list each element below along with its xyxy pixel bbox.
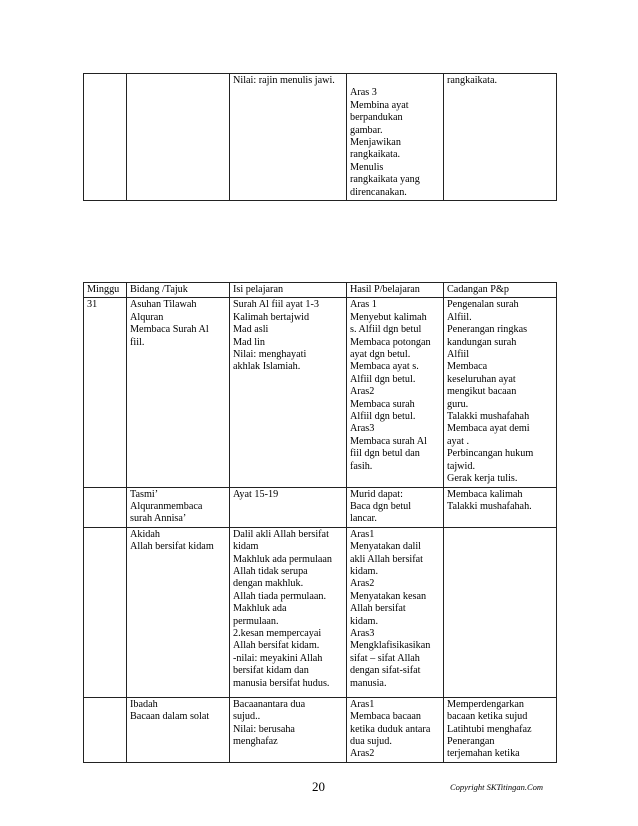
hasil-cell	[347, 697, 444, 762]
cell-line: ayat dgn betul.	[350, 349, 411, 361]
bidang-cell	[127, 298, 230, 487]
cell-line: Membaca ayat s.	[350, 361, 419, 373]
cell-line: Bacaan dalam solat	[130, 711, 210, 723]
cell-line: Nilai: berusaha	[233, 723, 295, 735]
bidang-cell	[127, 527, 230, 697]
minggu-cell	[84, 74, 127, 201]
page-number: 20	[312, 779, 325, 794]
cell-line: Pengenalan surah	[447, 299, 519, 311]
cell-line: Menyebut kalimah	[350, 311, 427, 323]
cell-line: Tasmi’	[130, 488, 159, 500]
cell-line: Membaca	[447, 361, 488, 373]
bidang-cell	[127, 697, 230, 762]
cell-line: Membaca Surah Al	[130, 324, 209, 336]
cell-line: surah Annisa’	[130, 513, 187, 525]
cell-line: sujud..	[233, 711, 261, 723]
cell-line: kidam.	[350, 615, 379, 627]
cell-line: ketika duduk antara	[350, 723, 431, 735]
cell-line: Ayat 15-19	[233, 488, 279, 500]
cell-line: Asuhan Tilawah	[130, 299, 197, 311]
cell-line: Alquran	[130, 311, 164, 323]
cell-line: Latihtubi menghafaz	[447, 723, 532, 735]
cell-line: Aras1	[350, 528, 375, 540]
cell-line: menghafaz	[233, 735, 278, 747]
cell-line: Aras 1	[350, 299, 377, 311]
cell-line: akhlak Islamiah.	[233, 361, 301, 373]
table-header-row	[84, 283, 557, 298]
cell-line: manusia.	[350, 677, 387, 689]
minggu-cell	[84, 697, 127, 762]
cell-line: rangkaikata.	[350, 149, 401, 161]
table-row	[84, 487, 557, 527]
cell-line: Menyatakan kesan	[350, 590, 427, 602]
cell-line: lancar.	[350, 513, 377, 525]
hasil-cell	[347, 527, 444, 697]
cell-line: tajwid.	[447, 460, 476, 472]
cell-line: Membaca surah Al	[350, 435, 427, 447]
cell-line: fasih.	[350, 460, 373, 472]
cell-line: s. Alfiil dgn betul	[350, 324, 422, 336]
table-row	[84, 74, 557, 201]
header-bidang: Bidang /Tajuk	[127, 283, 230, 298]
cell-line: dengan makhluk.	[233, 578, 304, 590]
cell-line: mengikut bacaan	[447, 386, 517, 398]
cadangan-cell	[444, 697, 557, 762]
hasil-cell	[347, 298, 444, 487]
cell-line: Memperdengarkan	[447, 698, 524, 710]
cell-line: Dalil akli Allah bersifat	[233, 528, 329, 540]
cadangan-cell	[444, 74, 557, 201]
cell-line: Gerak kerja tulis.	[447, 473, 518, 485]
table-row	[84, 697, 557, 762]
isi-cell	[230, 298, 347, 487]
cell-line: Makhluk ada permulaan	[233, 553, 333, 565]
cell-line: Alfiil dgn betul.	[350, 411, 416, 423]
cell-line: bersifat kidam dan	[233, 665, 309, 677]
cell-line: Allah tiada permulaan.	[233, 590, 327, 602]
cell-line: Alfiil	[447, 349, 470, 361]
cell-line: Membaca surah	[350, 398, 415, 410]
cell-line: Bacaanantara dua	[233, 698, 306, 710]
cell-line: Aras1	[350, 698, 375, 710]
isi-cell	[230, 74, 347, 201]
cell-line: Allah bersifat	[350, 603, 406, 615]
cell-line: Aras 3	[350, 87, 377, 99]
top-table-continuation	[83, 73, 557, 201]
cell-line: Allah bersifat kidam	[130, 541, 214, 553]
header-minggu: Minggu	[84, 283, 127, 298]
cell-line: Penerangan ringkas	[447, 324, 528, 336]
cell-line: permulaan.	[233, 615, 279, 627]
cell-line: Aras2	[350, 386, 375, 398]
cell-line: guru.	[447, 398, 469, 410]
isi-cell	[230, 697, 347, 762]
cell-line: fiil dgn betul dan	[350, 448, 420, 460]
lesson-plan-table	[83, 282, 557, 763]
cell-line: Aras3	[350, 627, 375, 639]
cell-line: Nilai: rajin menulis jawi.	[233, 75, 335, 86]
cell-line: Mengklafisikasikan	[350, 640, 431, 652]
cell-line: kidam	[233, 541, 259, 553]
cell-line: Akidah	[130, 528, 160, 540]
cell-line: direncanakan.	[350, 186, 407, 198]
cell-line: Allah tidak serupa	[233, 565, 308, 577]
cell-line: Membaca kalimah	[447, 488, 523, 500]
cell-line: Membaca bacaan	[350, 711, 421, 723]
cell-line: Membaca potongan	[350, 336, 431, 348]
table-row	[84, 298, 557, 487]
cell-line: 2.kesan mempercayai	[233, 627, 322, 639]
minggu-cell	[84, 487, 127, 527]
copyright-notice: Copyright SKTitingan.Com	[450, 782, 544, 792]
hasil-cell	[347, 487, 444, 527]
cell-line: ayat .	[447, 435, 470, 447]
cell-line: -nilai: meyakini Allah	[233, 652, 323, 664]
cell-line: Talakki mushafahah.	[447, 500, 532, 512]
cell-line: rangkaikata.	[447, 75, 498, 86]
bidang-cell	[127, 487, 230, 527]
cell-line: akli Allah bersifat	[350, 553, 423, 565]
isi-cell	[230, 527, 347, 697]
cell-line: Menjawikan	[350, 137, 401, 149]
cell-line: gambar.	[350, 124, 383, 136]
cell-line: Alfiil.	[447, 311, 472, 323]
cell-line: kandungan surah	[447, 336, 517, 348]
cell-line: Aras2	[350, 748, 375, 760]
cell-line: Allah bersifat kidam.	[233, 640, 320, 652]
cell-line: Baca dgn betul	[350, 500, 412, 512]
cell-line: terjemahan ketika	[447, 748, 520, 760]
cell-line: Aras3	[350, 423, 375, 435]
cell-line: manusia bersifat hudus.	[233, 677, 330, 689]
cell-line: Menulis	[350, 161, 384, 173]
cell-line: Perbincangan hukum	[447, 448, 534, 460]
minggu-cell	[84, 298, 127, 487]
cell-line: bacaan ketika sujud	[447, 711, 528, 723]
hasil-cell	[347, 74, 444, 201]
cell-line: Alfiil dgn betul.	[350, 373, 416, 385]
cell-line: Nilai: menghayati	[233, 349, 307, 361]
cell-line: Menyatakan dalil	[350, 541, 422, 553]
cell-line: berpandukan	[350, 112, 403, 124]
cell-line: Membaca ayat demi	[447, 423, 530, 435]
cell-line: rangkaikata yang	[350, 174, 420, 186]
header-isi: Isi pelajaran	[230, 283, 347, 298]
header-hasil: Hasil P/belajaran	[347, 283, 444, 298]
cell-line: Penerangan	[447, 735, 495, 747]
isi-cell	[230, 487, 347, 527]
cadangan-cell	[444, 298, 557, 487]
cell-line: fiil.	[130, 336, 145, 348]
header-cadangan: Cadangan P&p	[444, 283, 557, 298]
table-row	[84, 527, 557, 697]
cell-line: Kalimah bertajwid	[233, 311, 310, 323]
cell-line: dua sujud.	[350, 735, 392, 747]
cell-line: Ibadah	[130, 698, 158, 710]
cell-line: Surah Al fiil ayat 1-3	[233, 299, 320, 311]
cell-line: Aras2	[350, 578, 375, 590]
cell-line: Mad asli	[233, 324, 269, 336]
cell-line: Talakki mushafahah	[447, 411, 530, 423]
cell-line: 31	[87, 299, 98, 311]
cell-line: Makhluk ada	[233, 603, 287, 615]
cell-line: Alquranmembaca	[130, 500, 203, 512]
cell-line: kidam.	[350, 565, 379, 577]
cell-line: sifat – sifat Allah	[350, 652, 420, 664]
cell-line: Membina ayat	[350, 99, 409, 111]
cadangan-cell	[444, 487, 557, 527]
cell-line: Murid dapat:	[350, 488, 403, 500]
cell-line: Mad lin	[233, 336, 265, 348]
cell-line: dengan sifat-sifat	[350, 665, 421, 677]
cadangan-cell	[444, 527, 557, 697]
cell-line	[350, 75, 440, 87]
bidang-cell	[127, 74, 230, 201]
cell-line: keseluruhan ayat	[447, 373, 516, 385]
minggu-cell	[84, 527, 127, 697]
